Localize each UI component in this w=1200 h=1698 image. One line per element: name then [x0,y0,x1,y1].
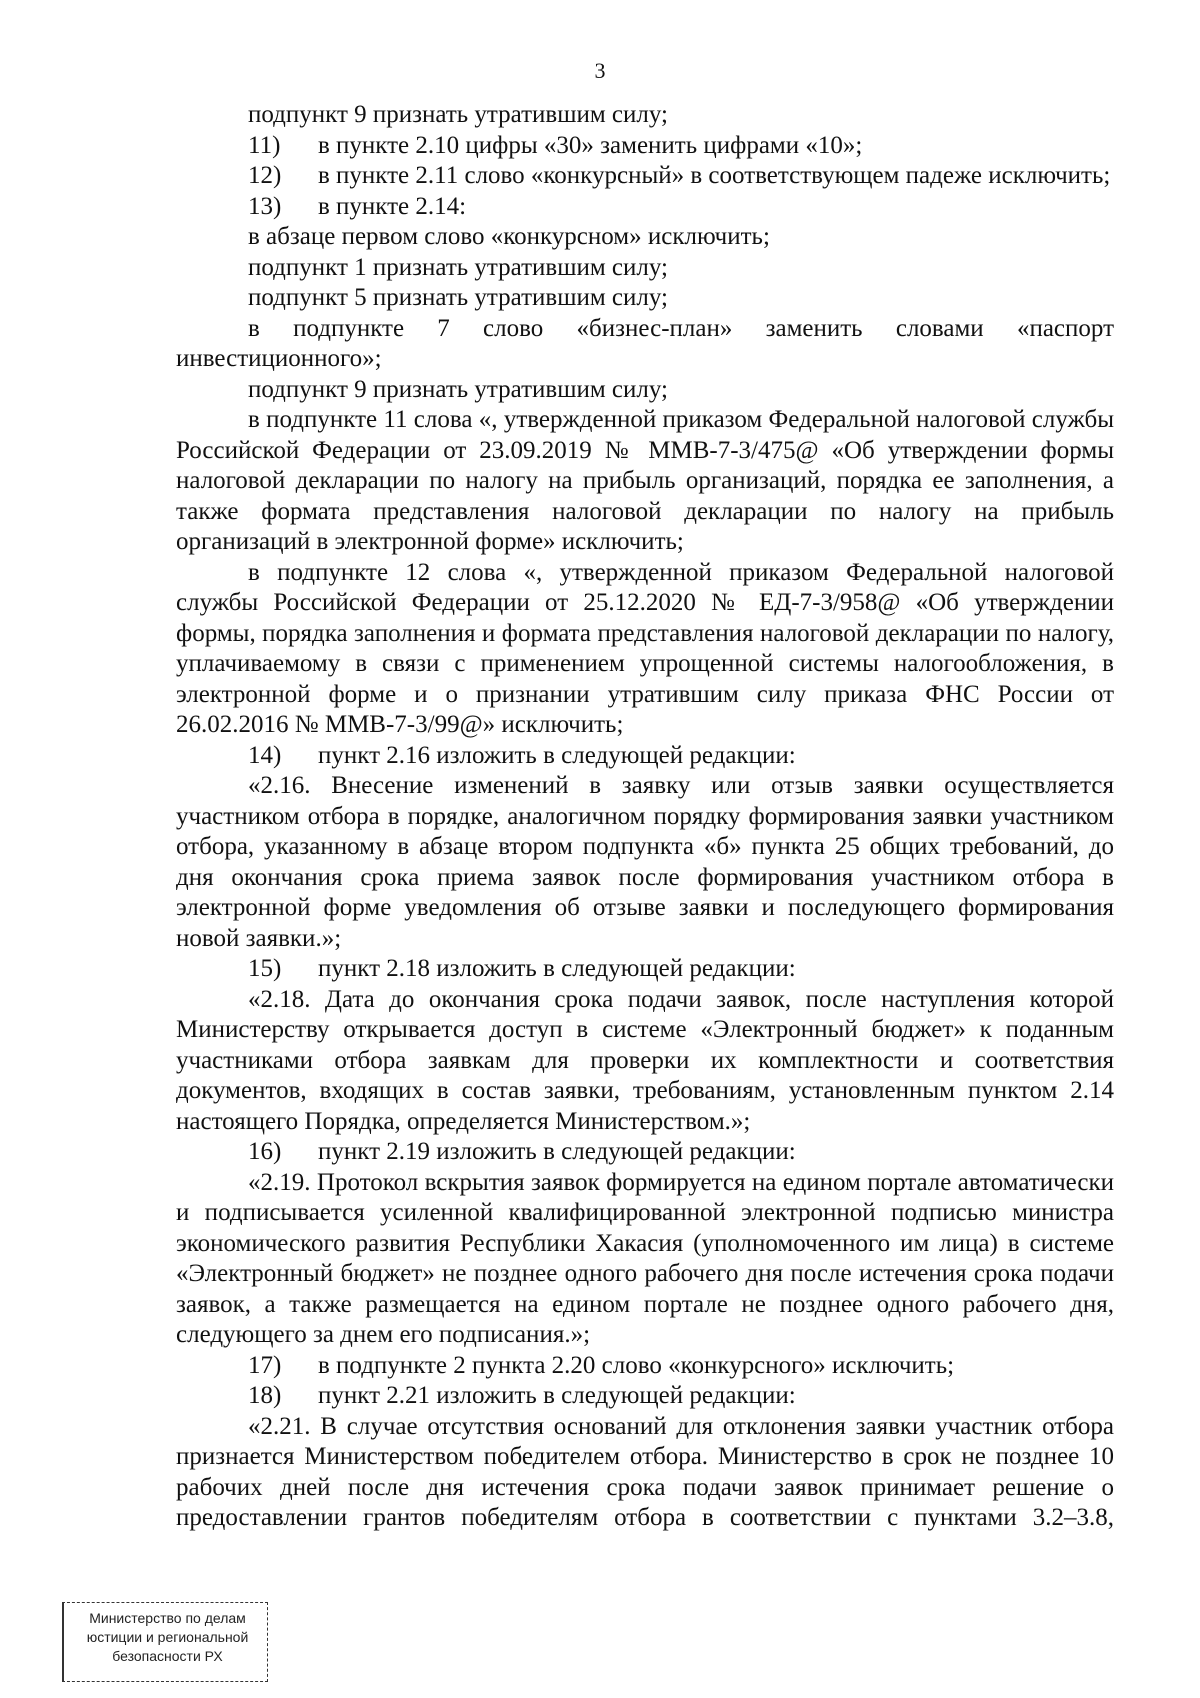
paragraph [176,985,1114,1138]
paragraph-text: «2.21. В случае отсутствия оснований для отклонения заявки участник отбора признается Министерством победителем отбора. Министерство в срок не позднее 10 рабочих дней после дня истечения срока подачи заявок принимает решение о предоставлении грантов победителям отбора в соответствии с пунктами 3.2–3.8, [176,1412,1114,1531]
paragraph [176,741,1114,772]
item-number: 17) [248,1351,282,1379]
paragraph-text: в подпункте 11 слова «, утвержденной приказом Федеральной налоговой службы Российской Федерации от 23.09.2019 № ММВ-7-3/475@ «Об утверждении формы налоговой декларации по налогу на прибыль организаций, порядка ее заполнения, а также формата представления налоговой декларации по налогу на прибыль организаций в электронной форме» исключить; [176,406,1114,555]
paragraph [176,192,1114,223]
paragraph [176,314,1114,375]
paragraph [176,1412,1114,1534]
paragraph-text: подпункт 1 признать утратившим силу; [248,253,668,281]
paragraph [176,558,1114,741]
paragraph [176,771,1114,954]
paragraph [176,253,1114,284]
paragraph-text: «2.16. Внесение изменений в заявку или отзыв заявки осуществляется участником отбора в порядке, аналогичном порядку формирования заявки участником отбора, указанному в абзаце втором подпункта «б» пункта 25 общих требований, до дня окончания срока приема заявок после формирования участником отбора в электронной форме уведомления об отзыве заявки и последующего формирования новой заявки.»; [176,772,1114,952]
stamp-line: безопасности РХ [112,1648,223,1664]
item-number: 15) [248,955,282,982]
item-number: 12) [248,162,282,189]
paragraph-text: в подпункте 7 слово «бизнес-план» заменить словами «паспорт инвестиционного»; [176,314,1114,372]
paragraph [176,405,1114,558]
paragraph [176,222,1114,253]
item-number: 11) [248,131,281,159]
registration-stamp [62,1602,268,1682]
paragraph-text: подпункт 9 признать утратившим силу; [248,375,668,403]
paragraph [176,131,1114,162]
paragraph [176,161,1114,192]
paragraph-text: пункт 2.21 изложить в следующей редакции: [318,1382,796,1409]
paragraph-text: пункт 2.16 изложить в следующей редакции: [318,741,796,769]
paragraph [176,375,1114,406]
paragraph-text: «2.18. Дата до окончания срока подачи заявок, после наступления которой Министерству открывается доступ в системе «Электронный бюджет» к поданным участниками отбора заявкам для проверки их комплектности и соответствия документов, входящих в состав заявки, требованиям, установленным пунктом 2.14 настоящего Порядка, определяется Министерством.»; [176,985,1114,1135]
paragraph-text: в абзаце первом слово «конкурсном» исключить; [248,223,770,250]
stamp-line: Министерство по делам [89,1610,246,1626]
item-number: 14) [248,741,282,769]
paragraph-text: в подпункте 2 пункта 2.20 слово «конкурсного» исключить; [318,1351,955,1379]
paragraph-text: подпункт 5 признать утратившим силу; [248,284,668,311]
paragraph-text: «2.19. Протокол вскрытия заявок формируется на едином портале автоматически и подписывается усиленной квалифицированной электронной подписью министра экономического развития Республики Хакасия (уполномоченного им лица) в системе «Электронный бюджет» не позднее одного рабочего дня после истечения срока подачи заявок, а также размещается на едином портале не позднее одного рабочего дня, следующего за днем его подписания.»; [176,1168,1114,1348]
paragraph-text: в пункте 2.10 цифры «30» заменить цифрами «10»; [318,131,863,159]
document-body [176,100,1114,1534]
item-number: 13) [248,192,282,220]
stamp-line: юстиции и региональной [86,1629,249,1645]
paragraph-text: подпункт 9 признать утратившим силу; [248,101,668,128]
paragraph [176,100,1114,131]
item-number: 18) [248,1382,282,1409]
paragraph-text: пункт 2.19 изложить в следующей редакции: [318,1138,796,1165]
item-number: 16) [248,1138,282,1165]
paragraph [176,1168,1114,1351]
paragraph [176,1137,1114,1168]
page-number: 3 [594,58,606,83]
paragraph-text: в пункте 2.14: [318,192,467,220]
paragraph-text: пункт 2.18 изложить в следующей редакции: [318,955,796,982]
paragraph [176,954,1114,985]
paragraph [176,1381,1114,1412]
paragraph [176,283,1114,314]
paragraph-text: в подпункте 12 слова «, утвержденной приказом Федеральной налоговой службы Российской Федерации от 25.12.2020 № ЕД-7-3/958@ «Об утверждении формы, порядка заполнения и формата представления налоговой декларации по налогу, уплачиваемому в связи с применением упрощенной системы налогообложения, в электронной форме и о признании утратившим силу приказа ФНС России от 26.02.2016 № ММВ-7-3/99@» исключить; [176,558,1114,738]
paragraph-text: в пункте 2.11 слово «конкурсный» в соответствующем падеже исключить; [318,162,1111,189]
paragraph [176,1351,1114,1382]
